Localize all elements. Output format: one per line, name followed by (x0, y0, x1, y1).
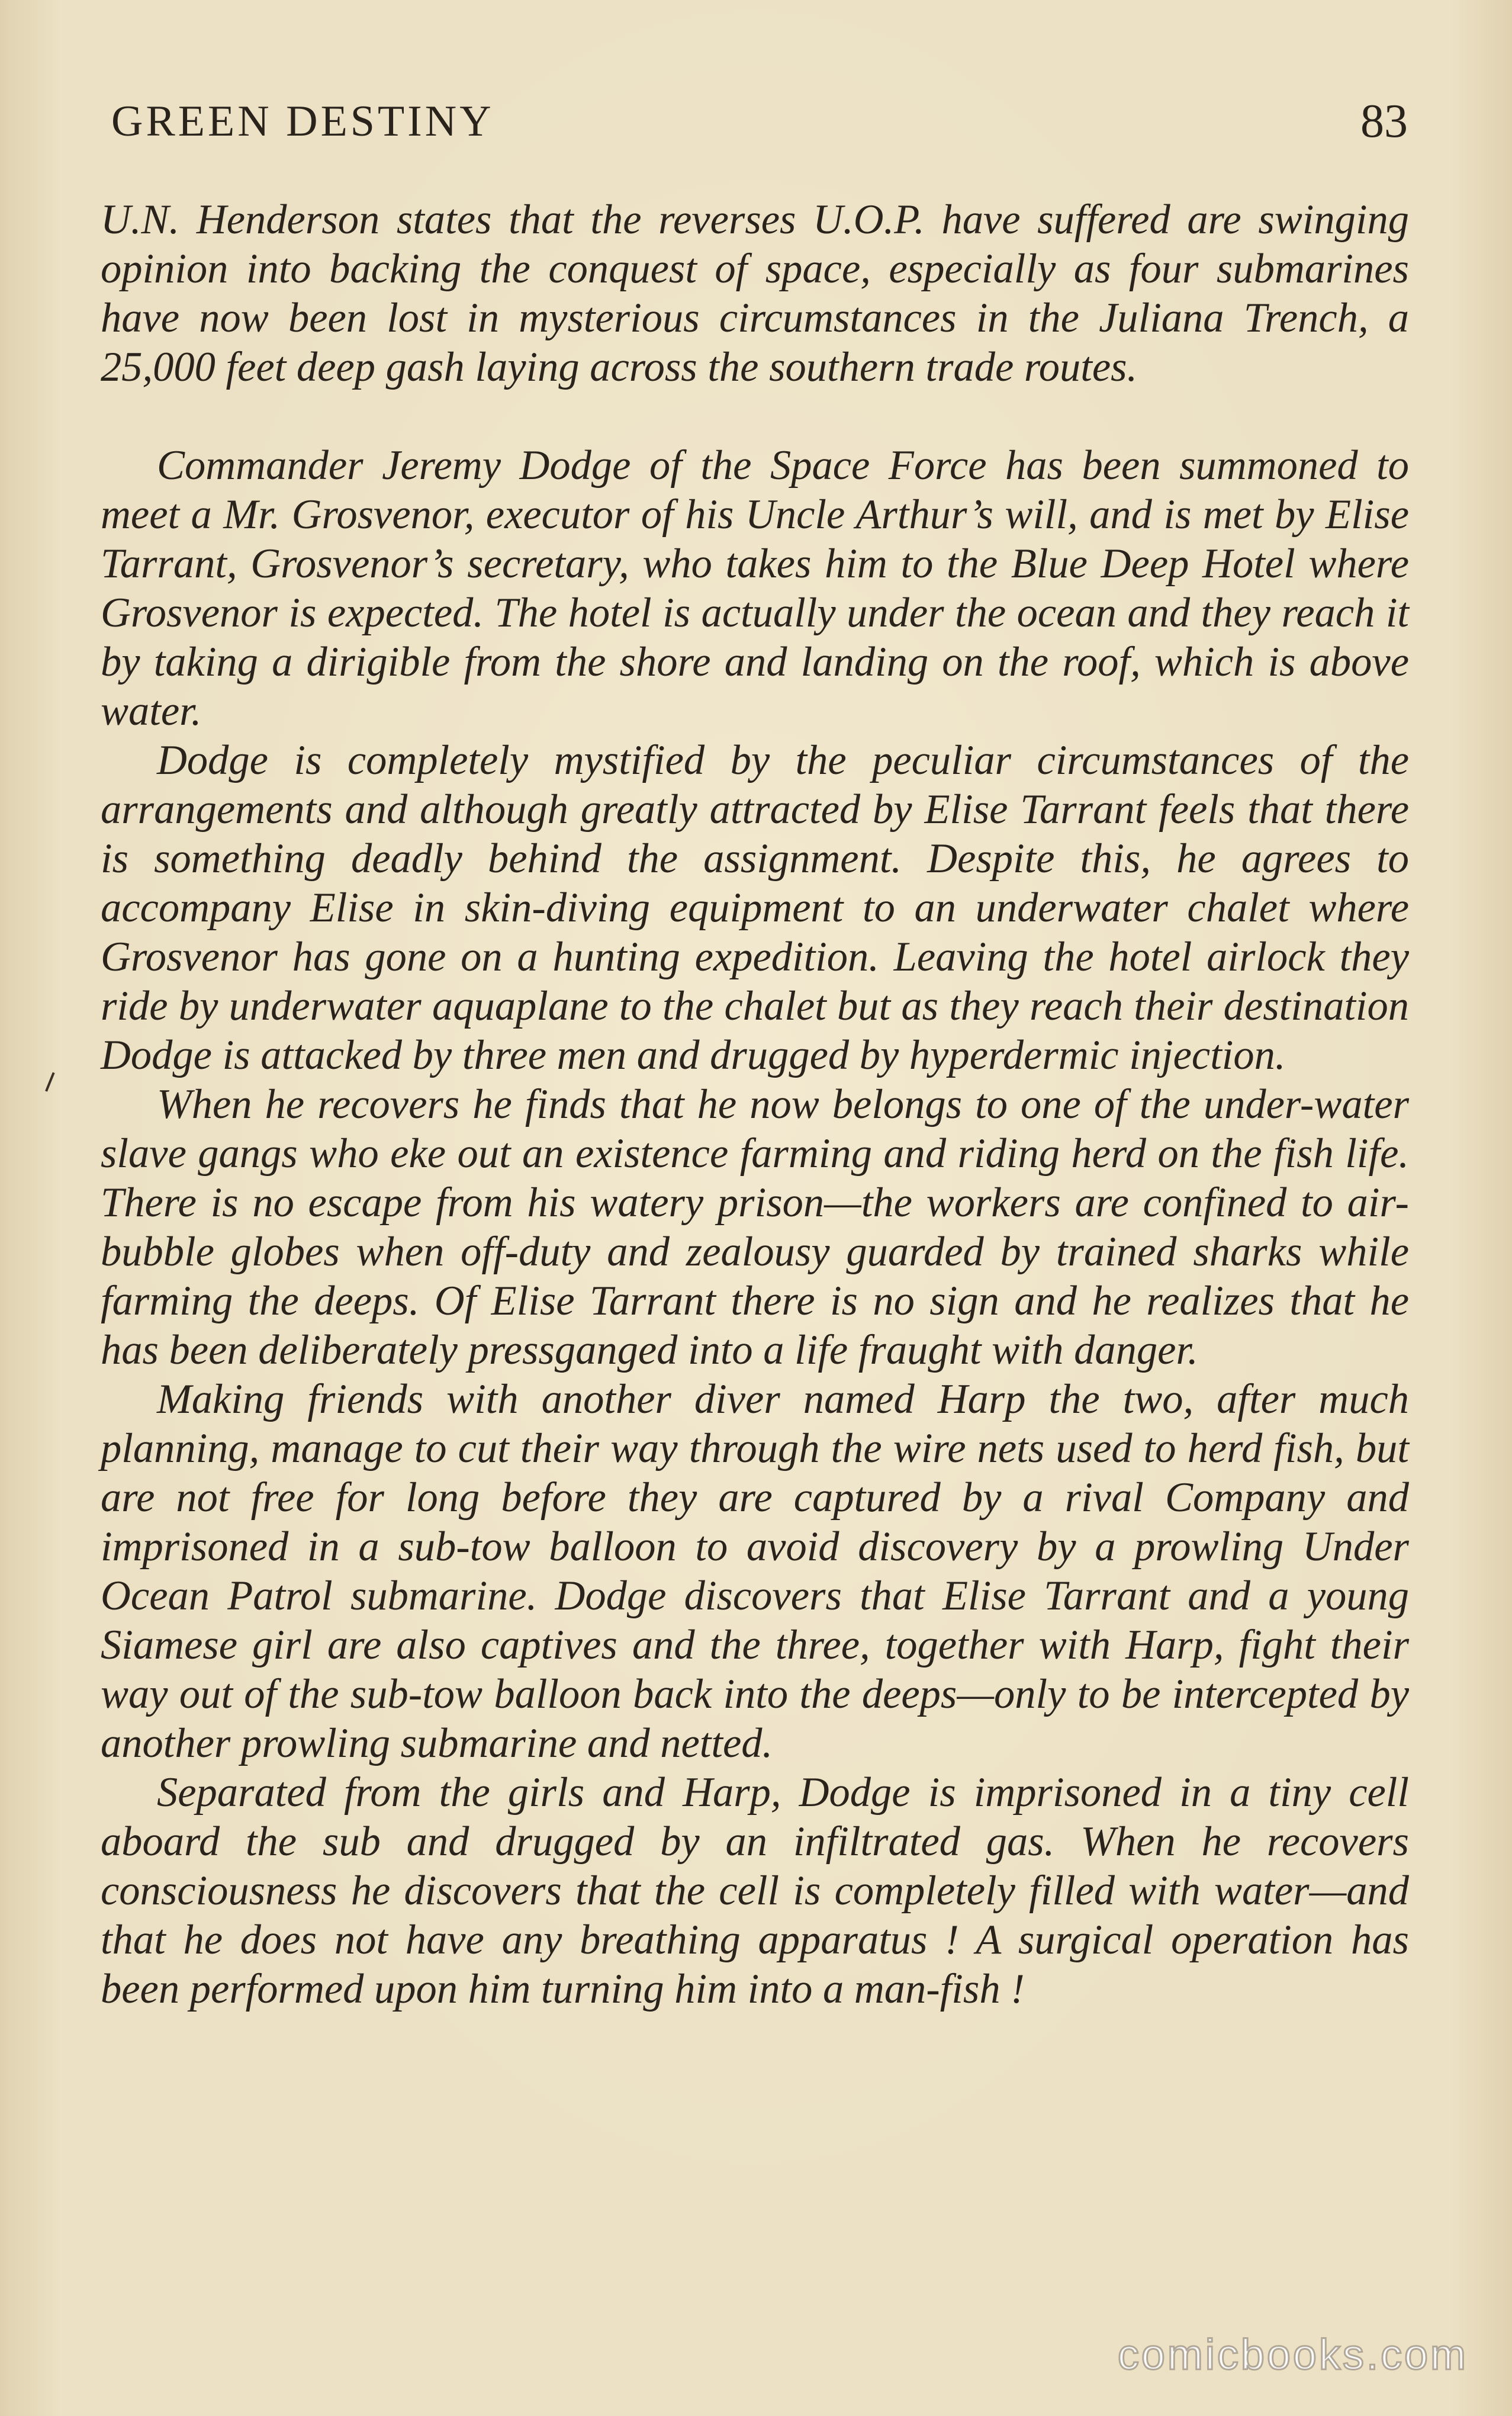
paragraph-gap (101, 392, 1409, 441)
paragraph: Dodge is completely mystified by the peculiar circumstances of the arrangements and although greatly attracted by Elise Tarrant feels that there is something deadly behind the assignment. Despite this, he agrees to accompany Elise in skin-diving equipment to an underwater chalet where Grosvenor has gone on a hunting expedition. Leaving the hotel airlock they ride by underwater aquaplane to the chalet but as they reach their destination Dodge is attacked by three men and drugged by hyperdermic injection. (101, 737, 1409, 1078)
stray-ink-mark (45, 1072, 60, 1094)
paragraph-synopsis-intro: U.N. Henderson states that the reverses U.O.P. have suffered are swinging opinion into backing the conquest of space, especially as four submarines have now been lost in mysterious circumstances in the Juliana Trench, a 25,000 feet deep gash laying across the southern trade routes. (101, 197, 1409, 390)
body-text (101, 195, 1409, 2014)
watermark: comicbooks.com (1117, 2331, 1468, 2379)
paragraph: Making friends with another diver named Harp the two, after much planning, manage to cut their way through the wire nets used to herd fish, but are not free for long before they are captured by a rival Company and imprisoned in a sub-tow balloon to avoid discovery by a prowling Under Ocean Patrol submarine. Dodge discovers that Elise Tarrant and a young Siamese girl are also captives and the three, together with Harp, fight their way out of the sub-tow balloon back into the deeps—only to be intercepted by another prowling submarine and netted. (101, 1376, 1409, 1766)
page-number: 83 (1360, 95, 1408, 147)
paragraph: When he recovers he finds that he now belongs to one of the under-water slave gangs who eke out an existence farming and riding herd on the fish life. There is no escape from his watery prison—the workers are confined to air-bubble globes when off-duty and zealousy guarded by trained sharks while farming the deeps. Of Elise Tarrant there is no sign and he realizes that he has been deliberately pressganged into a life fraught with danger. (101, 1081, 1409, 1373)
running-head-title: GREEN DESTINY (111, 97, 494, 146)
paragraph: Separated from the girls and Harp, Dodge is imprisoned in a tiny cell aboard the sub and drugged by an infiltrated gas. When he recovers consciousness he discovers that the cell is completely filled with water—and that he does not have any breathing apparatus ! A surgical operation has been performed upon him turning him into a man-fish ! (101, 1769, 1409, 2012)
running-head (111, 89, 1408, 154)
paragraph: Commander Jeremy Dodge of the Space Force has been summoned to meet a Mr. Grosvenor, executor of his Uncle Arthur’s will, and is met by Elise Tarrant, Grosvenor’s secretary, who takes him to the Blue Deep Hotel where Grosvenor is expected. The hotel is actually under the ocean and they reach it by taking a dirigible from the shore and landing on the roof, which is above water. (101, 442, 1409, 734)
